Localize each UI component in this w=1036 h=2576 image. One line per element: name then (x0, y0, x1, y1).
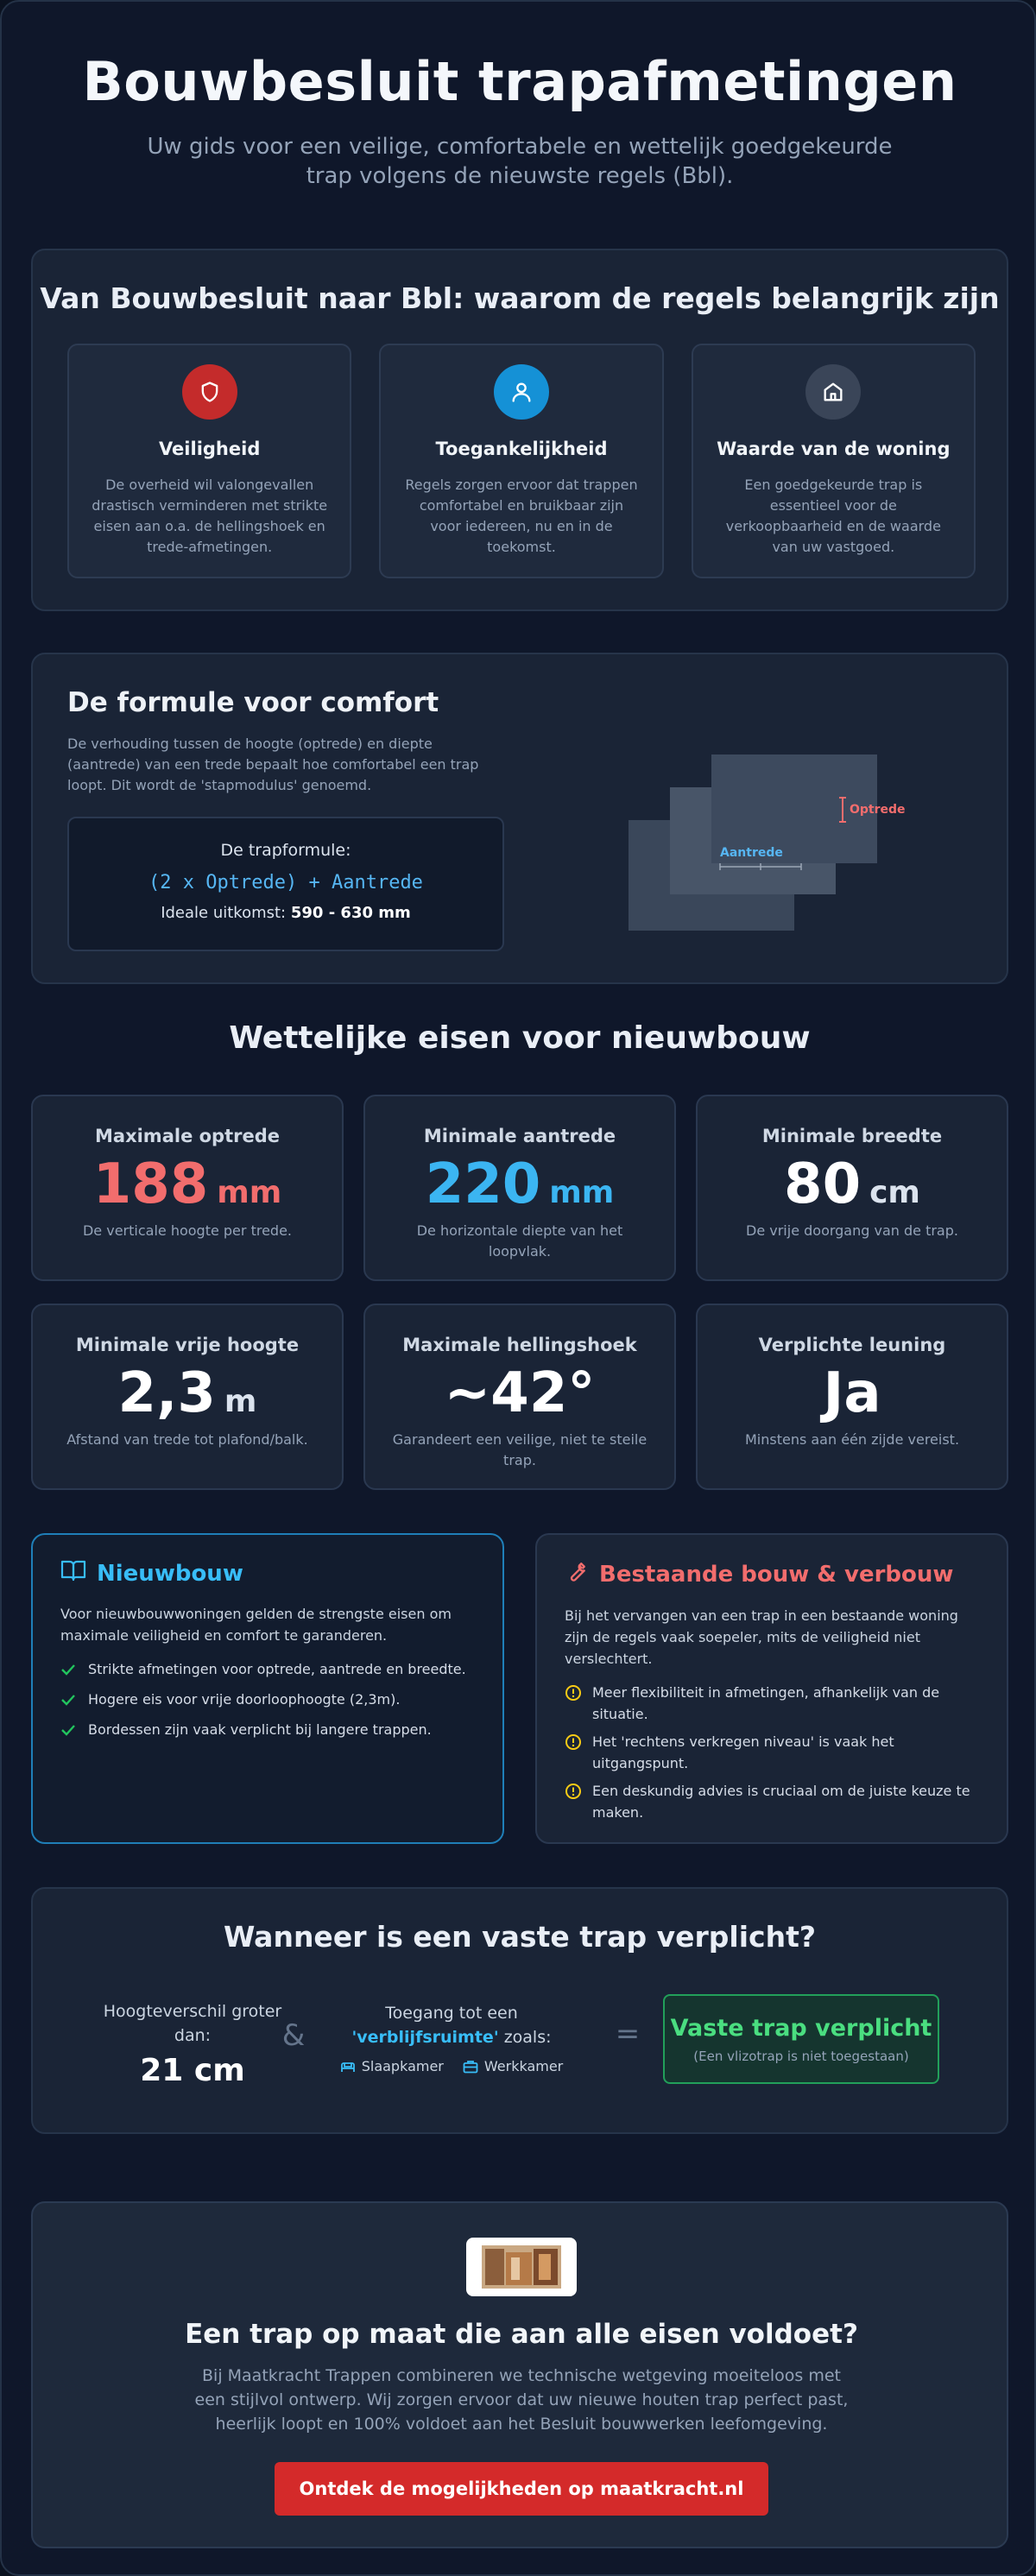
height-label: Hoogteverschil groter dan: (103, 2002, 282, 2045)
list-item: Strikte afmetingen voor optrede, aantrede en breedte. (60, 1658, 475, 1683)
optrede-label: Optrede (850, 803, 906, 817)
mandatory-section (31, 1887, 1008, 2134)
list-item: Bordessen zijn vaak verplicht bij langere trappen. (60, 1719, 475, 1743)
req-card-title: Minimale aantrede (423, 1126, 616, 1146)
list-item: Hogere eis voor vrije doorloophoogte (2,3m). (60, 1689, 475, 1713)
alert-icon (565, 1780, 582, 1823)
wrench-icon (565, 1559, 589, 1589)
cta-button[interactable]: Ontdek de mogelijkheden op maatkracht.nl (275, 2462, 768, 2516)
room-office: Werkkamer (463, 2058, 563, 2074)
home-icon (805, 364, 861, 420)
req-card-min-breedte (696, 1095, 1008, 1281)
list-item: Meer flexibiliteit in afmetingen, afhankelijk van de situatie. (565, 1682, 979, 1725)
brand-logo (466, 2238, 577, 2296)
new-build-heading (60, 1559, 475, 1588)
req-card-title: Maximale optrede (95, 1126, 280, 1146)
list-item: Een deskundig advies is cruciaal om de juiste keuze te maken. (565, 1780, 979, 1823)
new-build-title: Nieuwbouw (97, 1560, 243, 1587)
ampersand-symbol: & (281, 2018, 306, 2053)
ideal-label: Ideale uitkomst: (161, 904, 287, 922)
req-card-leuning (696, 1304, 1008, 1490)
room-bedroom: Slaapkamer (340, 2058, 444, 2074)
hero (2, 50, 1036, 191)
cta-text: Bij Maatkracht Trappen combineren we technische wetgeving moeiteloos met een stijlvol ontwerp. Wij zorgen ervoor dat uw nieuwe houten trap perfect past, heerlijk loopt en 100% voldoet aan het Besluit bouwwerken leefomgeving. (194, 2366, 849, 2434)
formula-section (31, 653, 1008, 984)
alert-icon (565, 1682, 582, 1725)
height-condition (93, 1999, 292, 2088)
mandatory-title: Wanneer is een vaste trap verplicht? (223, 1920, 817, 1954)
stairs-diagram (629, 754, 922, 944)
bed-icon (340, 2060, 356, 2074)
existing-build-list (565, 1682, 979, 1823)
result-subtitle: (Een vlizotrap is niet toegestaan) (693, 2049, 909, 2064)
why-card-text: Een goedgekeurde trap is essentieel voor de verkoopbaarheid en de waarde van uw vastgoed. (725, 477, 941, 555)
req-card-title: Minimale breedte (761, 1126, 943, 1146)
requirements-grid (31, 1095, 1008, 1490)
equals-symbol: = (615, 2017, 641, 2051)
why-card-text: Regels zorgen ervoor dat trappen comfortabel en bruikbaar zijn voor iedereen, nu en in de toekomst. (405, 477, 638, 555)
req-card-value: 80 cm (784, 1152, 920, 1216)
formula-expression: (2 x Optrede) + Aantrede (148, 872, 423, 893)
user-icon (494, 364, 549, 420)
access-label: Toegang tot een 'verblijfsruimte' zoals: (351, 2004, 552, 2047)
req-card-desc: De verticale hoogte per trede. (82, 1222, 292, 1239)
cta-title: Een trap op maat die aan alle eisen voldoet? (185, 2319, 858, 2350)
why-card-safety (67, 344, 351, 578)
req-card-value: 220 mm (425, 1152, 615, 1216)
new-build-intro: Voor nieuwbouwwoningen gelden de strengste eisen om maximale veiligheid en comfort te garanderen. (60, 1606, 452, 1644)
page-title: Bouwbesluit trapafmetingen (82, 50, 957, 113)
cta-section (31, 2201, 1008, 2548)
shield-icon (182, 364, 237, 420)
why-card-title: Veiligheid (158, 439, 261, 459)
formula-title: De formule voor comfort (67, 687, 439, 718)
ideal-value: 590 - 630 mm (290, 904, 411, 922)
check-icon (60, 1658, 78, 1683)
room-examples (318, 2058, 585, 2074)
formula-ideal (69, 904, 502, 922)
new-build-card (31, 1533, 504, 1844)
briefcase-icon (463, 2060, 478, 2074)
book-icon (60, 1559, 86, 1588)
req-card-desc: De vrije doorgang van de trap. (746, 1222, 958, 1239)
existing-build-heading (565, 1559, 979, 1589)
req-card-title: Minimale vrije hoogte (75, 1335, 300, 1355)
formula-box (67, 817, 504, 951)
existing-build-title: Bestaande bouw & verbouw (599, 1561, 954, 1588)
why-section (31, 249, 1008, 611)
req-card-value: ~42° (444, 1361, 596, 1425)
requirements-title: Wettelijke eisen voor nieuwbouw (229, 1020, 811, 1056)
why-title: Van Bouwbesluit naar Bbl: waarom de regels belangrijk zijn (40, 281, 1000, 315)
req-card-desc: Garandeert een veilige, niet te steile trap. (392, 1431, 648, 1468)
mandatory-equation (33, 1991, 1010, 2086)
req-card-min-vrije-hoogte (31, 1304, 344, 1490)
aantrede-label: Aantrede (720, 846, 783, 860)
formula-label: De trapformule: (220, 841, 351, 860)
req-card-max-optrede (31, 1095, 344, 1281)
check-icon (60, 1719, 78, 1743)
why-cards (67, 344, 976, 578)
why-card-text: De overheid wil valongevallen drastisch verminderen met strikte eisen aan o.a. de hellingshoek en trede-afmetingen. (92, 477, 328, 555)
req-card-min-aantrede (363, 1095, 676, 1281)
new-build-list (60, 1658, 475, 1743)
result-box (663, 1994, 939, 2084)
formula-lead: De verhouding tussen de hoogte (optrede) en diepte (aantrede) van een trede bepaalt hoe comfortabel een trap loopt. Dit wordt de 'stapmodulus' genoemd. (67, 736, 479, 793)
req-card-desc: Afstand van trede tot plafond/balk. (66, 1431, 308, 1448)
req-card-max-hellingshoek (363, 1304, 676, 1490)
req-card-desc: Minstens aan één zijde vereist. (744, 1431, 960, 1448)
check-icon (60, 1689, 78, 1713)
why-card-value (692, 344, 976, 578)
alert-icon (565, 1731, 582, 1774)
req-card-title: Verplichte leuning (758, 1335, 946, 1355)
req-card-value: 2,3 m (117, 1361, 257, 1425)
existing-build-card (535, 1533, 1008, 1844)
list-item: Het 'rechtens verkregen niveau' is vaak het uitgangspunt. (565, 1731, 979, 1774)
req-card-value: 188 mm (92, 1152, 282, 1216)
why-card-accessibility (379, 344, 663, 578)
why-card-title: Toegankelijkheid (435, 439, 608, 459)
page-subtitle: Uw gids voor een veilige, comfortabele en wettelijk goedgekeurde trap volgens de nieuwste regels (Bbl). (147, 134, 893, 189)
access-condition (318, 2001, 585, 2074)
why-card-title: Waarde van de woning (717, 439, 951, 459)
req-card-value: Ja (823, 1361, 881, 1425)
height-value: 21 cm (140, 2053, 245, 2088)
req-card-desc: De horizontale diepte van het loopvlak. (416, 1222, 623, 1260)
result-title: Vaste trap verplicht (670, 2015, 932, 2042)
req-card-title: Maximale hellingshoek (402, 1335, 637, 1355)
existing-build-intro: Bij het vervangen van een trap in een bestaande woning zijn de regels vaak soepeler, mits de veiligheid niet verslechtert. (565, 1607, 958, 1667)
